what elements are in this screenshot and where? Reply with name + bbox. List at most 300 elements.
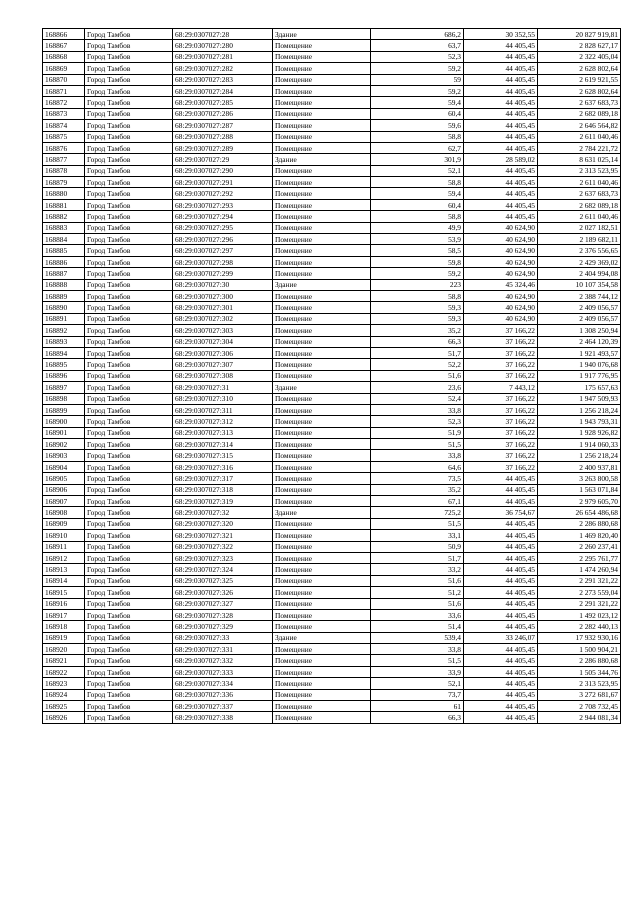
row-number-cell: 168878	[43, 165, 85, 176]
table-row	[43, 564, 621, 575]
cadastral-number-cell: 68:29:0307027:317	[173, 473, 273, 484]
area-cell: 35,2	[371, 325, 464, 336]
specific-value-cell: 44 405,45	[464, 188, 538, 199]
cadastral-value-cell: 2 611 040,46	[538, 131, 621, 142]
specific-value-cell: 44 405,45	[464, 689, 538, 700]
cadastral-value-cell: 2 682 089,18	[538, 199, 621, 210]
table-row	[43, 165, 621, 176]
object-type-cell: Помещение	[273, 63, 371, 74]
table-row	[43, 199, 621, 210]
table-row	[43, 256, 621, 267]
cadastral-number-cell: 68:29:0307027:31	[173, 382, 273, 393]
cadastral-number-cell: 68:29:0307027:336	[173, 689, 273, 700]
cadastral-number-cell: 68:29:0307027:318	[173, 484, 273, 495]
object-type-cell: Здание	[273, 632, 371, 643]
table-row	[43, 689, 621, 700]
locality-cell: Город Тамбов	[85, 416, 173, 427]
cadastral-value-cell: 2 682 089,18	[538, 108, 621, 119]
object-type-cell: Помещение	[273, 541, 371, 552]
row-number-cell: 168908	[43, 507, 85, 518]
row-number-cell: 168914	[43, 575, 85, 586]
table-row	[43, 51, 621, 62]
area-cell: 66,3	[371, 336, 464, 347]
cadastral-number-cell: 68:29:0307027:323	[173, 552, 273, 563]
row-number-cell: 168903	[43, 450, 85, 461]
cadastral-value-cell: 1 500 904,21	[538, 644, 621, 655]
locality-cell: Город Тамбов	[85, 461, 173, 472]
locality-cell: Город Тамбов	[85, 142, 173, 153]
specific-value-cell: 44 405,45	[464, 621, 538, 632]
cadastral-value-cell: 2 400 937,81	[538, 461, 621, 472]
cadastral-value-cell: 2 189 682,11	[538, 234, 621, 245]
area-cell: 52,1	[371, 678, 464, 689]
table-row	[43, 666, 621, 677]
cadastral-number-cell: 68:29:0307027:292	[173, 188, 273, 199]
cadastral-value-cell: 2 027 182,51	[538, 222, 621, 233]
table-row	[43, 439, 621, 450]
area-cell: 52,4	[371, 393, 464, 404]
object-type-cell: Помещение	[273, 404, 371, 415]
cadastral-value-cell: 3 263 800,58	[538, 473, 621, 484]
cadastral-value-cell: 1 256 218,24	[538, 450, 621, 461]
cadastral-value-cell: 2 828 627,17	[538, 40, 621, 51]
row-number-cell: 168898	[43, 393, 85, 404]
locality-cell: Город Тамбов	[85, 552, 173, 563]
specific-value-cell: 40 624,90	[464, 222, 538, 233]
cadastral-value-cell: 1 492 023,12	[538, 609, 621, 620]
area-cell: 59,8	[371, 256, 464, 267]
object-type-cell: Помещение	[273, 313, 371, 324]
locality-cell: Город Тамбов	[85, 598, 173, 609]
cadastral-number-cell: 68:29:0307027:287	[173, 120, 273, 131]
locality-cell: Город Тамбов	[85, 234, 173, 245]
row-number-cell: 168925	[43, 701, 85, 712]
object-type-cell: Помещение	[273, 393, 371, 404]
object-type-cell: Помещение	[273, 552, 371, 563]
area-cell: 52,3	[371, 416, 464, 427]
cadastral-number-cell: 68:29:0307027:321	[173, 530, 273, 541]
cadastral-value-cell: 2 628 802,64	[538, 63, 621, 74]
cadastral-number-cell: 68:29:0307027:307	[173, 359, 273, 370]
cadastral-number-cell: 68:29:0307027:333	[173, 666, 273, 677]
cadastral-number-cell: 68:29:0307027:294	[173, 211, 273, 222]
cadastral-value-cell: 1 914 060,33	[538, 439, 621, 450]
cadastral-number-cell: 68:29:0307027:332	[173, 655, 273, 666]
locality-cell: Город Тамбов	[85, 644, 173, 655]
table-row	[43, 507, 621, 518]
table-row	[43, 541, 621, 552]
table-row	[43, 347, 621, 358]
area-cell: 51,5	[371, 439, 464, 450]
locality-cell: Город Тамбов	[85, 496, 173, 507]
row-number-cell: 168889	[43, 290, 85, 301]
specific-value-cell: 37 166,22	[464, 427, 538, 438]
row-number-cell: 168877	[43, 154, 85, 165]
table-row	[43, 313, 621, 324]
area-cell: 59,4	[371, 97, 464, 108]
specific-value-cell: 44 405,45	[464, 541, 538, 552]
area-cell: 33,8	[371, 404, 464, 415]
cadastral-value-cell: 2 404 994,08	[538, 268, 621, 279]
cadastral-number-cell: 68:29:0307027:316	[173, 461, 273, 472]
object-type-cell: Помещение	[273, 575, 371, 586]
cadastral-value-cell: 10 107 354,58	[538, 279, 621, 290]
cadastral-number-cell: 68:29:0307027:319	[173, 496, 273, 507]
object-type-cell: Помещение	[273, 678, 371, 689]
object-type-cell: Здание	[273, 507, 371, 518]
cadastral-number-cell: 68:29:0307027:325	[173, 575, 273, 586]
row-number-cell: 168907	[43, 496, 85, 507]
cadastral-value-cell: 2 260 237,41	[538, 541, 621, 552]
specific-value-cell: 40 624,90	[464, 313, 538, 324]
specific-value-cell: 40 624,90	[464, 256, 538, 267]
row-number-cell: 168869	[43, 63, 85, 74]
table-row	[43, 142, 621, 153]
cadastral-value-cell: 2 784 221,72	[538, 142, 621, 153]
cadastral-number-cell: 68:29:0307027:324	[173, 564, 273, 575]
specific-value-cell: 44 405,45	[464, 666, 538, 677]
cadastral-value-cell: 2 291 321,22	[538, 598, 621, 609]
cadastral-value-cell: 1 563 071,84	[538, 484, 621, 495]
row-number-cell: 168917	[43, 609, 85, 620]
cadastral-number-cell: 68:29:0307027:337	[173, 701, 273, 712]
cadastral-number-cell: 68:29:0307027:296	[173, 234, 273, 245]
object-type-cell: Помещение	[273, 245, 371, 256]
locality-cell: Город Тамбов	[85, 302, 173, 313]
cadastral-number-cell: 68:29:0307027:280	[173, 40, 273, 51]
cadastral-number-cell: 68:29:0307027:301	[173, 302, 273, 313]
table-row	[43, 40, 621, 51]
object-type-cell: Помещение	[273, 564, 371, 575]
area-cell: 51,6	[371, 598, 464, 609]
object-type-cell: Помещение	[273, 40, 371, 51]
object-type-cell: Помещение	[273, 97, 371, 108]
specific-value-cell: 44 405,45	[464, 199, 538, 210]
specific-value-cell: 44 405,45	[464, 712, 538, 723]
specific-value-cell: 44 405,45	[464, 518, 538, 529]
table-row	[43, 188, 621, 199]
cadastral-number-cell: 68:29:0307027:303	[173, 325, 273, 336]
area-cell: 33,9	[371, 666, 464, 677]
table-body	[43, 29, 621, 724]
area-cell: 725,2	[371, 507, 464, 518]
row-number-cell: 168915	[43, 587, 85, 598]
locality-cell: Город Тамбов	[85, 575, 173, 586]
row-number-cell: 168911	[43, 541, 85, 552]
table-row	[43, 575, 621, 586]
specific-value-cell: 44 405,45	[464, 85, 538, 96]
locality-cell: Город Тамбов	[85, 666, 173, 677]
cadastral-value-cell: 1 947 509,93	[538, 393, 621, 404]
table-row	[43, 712, 621, 723]
table-row	[43, 85, 621, 96]
row-number-cell: 168900	[43, 416, 85, 427]
locality-cell: Город Тамбов	[85, 40, 173, 51]
object-type-cell: Помещение	[273, 188, 371, 199]
table-row	[43, 234, 621, 245]
area-cell: 59,2	[371, 268, 464, 279]
object-type-cell: Помещение	[273, 416, 371, 427]
cadastral-value-cell: 8 631 025,14	[538, 154, 621, 165]
table-row	[43, 496, 621, 507]
specific-value-cell: 40 624,90	[464, 290, 538, 301]
cadastral-number-cell: 68:29:0307027:326	[173, 587, 273, 598]
area-cell: 51,7	[371, 552, 464, 563]
cadastral-number-cell: 68:29:0307027:298	[173, 256, 273, 267]
row-number-cell: 168896	[43, 370, 85, 381]
cadastral-number-cell: 68:29:0307027:293	[173, 199, 273, 210]
row-number-cell: 168919	[43, 632, 85, 643]
row-number-cell: 168868	[43, 51, 85, 62]
specific-value-cell: 44 405,45	[464, 97, 538, 108]
object-type-cell: Помещение	[273, 325, 371, 336]
table-row	[43, 473, 621, 484]
locality-cell: Город Тамбов	[85, 541, 173, 552]
area-cell: 539,4	[371, 632, 464, 643]
table-row	[43, 587, 621, 598]
object-type-cell: Помещение	[273, 290, 371, 301]
cadastral-number-cell: 68:29:0307027:284	[173, 85, 273, 96]
specific-value-cell: 44 405,45	[464, 142, 538, 153]
locality-cell: Город Тамбов	[85, 347, 173, 358]
cadastral-value-cell: 2 628 802,64	[538, 85, 621, 96]
table-row	[43, 154, 621, 165]
object-type-cell: Помещение	[273, 701, 371, 712]
cadastral-value-cell: 1 469 820,40	[538, 530, 621, 541]
area-cell: 58,8	[371, 211, 464, 222]
object-type-cell: Помещение	[273, 689, 371, 700]
locality-cell: Город Тамбов	[85, 382, 173, 393]
object-type-cell: Помещение	[273, 211, 371, 222]
table-row	[43, 382, 621, 393]
row-number-cell: 168875	[43, 131, 85, 142]
locality-cell: Город Тамбов	[85, 701, 173, 712]
area-cell: 301,9	[371, 154, 464, 165]
locality-cell: Город Тамбов	[85, 256, 173, 267]
table-row	[43, 359, 621, 370]
cadastral-number-cell: 68:29:0307027:310	[173, 393, 273, 404]
cadastral-value-cell: 17 932 930,16	[538, 632, 621, 643]
area-cell: 59,3	[371, 302, 464, 313]
locality-cell: Город Тамбов	[85, 564, 173, 575]
cadastral-number-cell: 68:29:0307027:300	[173, 290, 273, 301]
table-row	[43, 245, 621, 256]
area-cell: 62,7	[371, 142, 464, 153]
cadastral-value-cell: 2 409 056,57	[538, 302, 621, 313]
locality-cell: Город Тамбов	[85, 177, 173, 188]
row-number-cell: 168906	[43, 484, 85, 495]
table-row	[43, 325, 621, 336]
cadastral-value-cell: 2 295 761,77	[538, 552, 621, 563]
specific-value-cell: 44 405,45	[464, 473, 538, 484]
area-cell: 58,8	[371, 177, 464, 188]
area-cell: 686,2	[371, 29, 464, 40]
object-type-cell: Помещение	[273, 234, 371, 245]
specific-value-cell: 44 405,45	[464, 496, 538, 507]
cadastral-value-cell: 1 943 793,31	[538, 416, 621, 427]
cadastral-number-cell: 68:29:0307027:295	[173, 222, 273, 233]
row-number-cell: 168872	[43, 97, 85, 108]
table-row	[43, 655, 621, 666]
row-number-cell: 168905	[43, 473, 85, 484]
cadastral-value-cell: 2 388 744,12	[538, 290, 621, 301]
row-number-cell: 168904	[43, 461, 85, 472]
row-number-cell: 168881	[43, 199, 85, 210]
locality-cell: Город Тамбов	[85, 188, 173, 199]
object-type-cell: Помещение	[273, 131, 371, 142]
cadastral-number-cell: 68:29:0307027:306	[173, 347, 273, 358]
object-type-cell: Помещение	[273, 450, 371, 461]
specific-value-cell: 44 405,45	[464, 51, 538, 62]
cadastral-value-cell: 2 611 040,46	[538, 177, 621, 188]
specific-value-cell: 37 166,22	[464, 461, 538, 472]
cadastral-value-cell: 3 272 681,67	[538, 689, 621, 700]
row-number-cell: 168871	[43, 85, 85, 96]
cadastral-number-cell: 68:29:0307027:297	[173, 245, 273, 256]
cadastral-value-cell: 2 464 120,39	[538, 336, 621, 347]
row-number-cell: 168891	[43, 313, 85, 324]
locality-cell: Город Тамбов	[85, 473, 173, 484]
area-cell: 61	[371, 701, 464, 712]
object-type-cell: Помещение	[273, 359, 371, 370]
table-row	[43, 279, 621, 290]
locality-cell: Город Тамбов	[85, 85, 173, 96]
locality-cell: Город Тамбов	[85, 120, 173, 131]
area-cell: 58,8	[371, 131, 464, 142]
table-row	[43, 211, 621, 222]
specific-value-cell: 37 166,22	[464, 450, 538, 461]
locality-cell: Город Тамбов	[85, 621, 173, 632]
locality-cell: Город Тамбов	[85, 51, 173, 62]
specific-value-cell: 44 405,45	[464, 598, 538, 609]
object-type-cell: Помещение	[273, 484, 371, 495]
cadastral-value-cell: 2 637 683,73	[538, 97, 621, 108]
row-number-cell: 168867	[43, 40, 85, 51]
row-number-cell: 168922	[43, 666, 85, 677]
specific-value-cell: 45 324,46	[464, 279, 538, 290]
area-cell: 59,2	[371, 85, 464, 96]
cadastral-number-cell: 68:29:0307027:338	[173, 712, 273, 723]
object-type-cell: Здание	[273, 279, 371, 290]
object-type-cell: Помещение	[273, 644, 371, 655]
locality-cell: Город Тамбов	[85, 530, 173, 541]
table-row	[43, 518, 621, 529]
locality-cell: Город Тамбов	[85, 507, 173, 518]
specific-value-cell: 37 166,22	[464, 347, 538, 358]
row-number-cell: 168895	[43, 359, 85, 370]
row-number-cell: 168888	[43, 279, 85, 290]
locality-cell: Город Тамбов	[85, 222, 173, 233]
table-row	[43, 74, 621, 85]
area-cell: 52,3	[371, 51, 464, 62]
specific-value-cell: 44 405,45	[464, 587, 538, 598]
cadastral-number-cell: 68:29:0307027:32	[173, 507, 273, 518]
object-type-cell: Помещение	[273, 51, 371, 62]
cadastral-number-cell: 68:29:0307027:329	[173, 621, 273, 632]
cadastral-number-cell: 68:29:0307027:33	[173, 632, 273, 643]
cadastral-number-cell: 68:29:0307027:286	[173, 108, 273, 119]
table-row	[43, 552, 621, 563]
row-number-cell: 168876	[43, 142, 85, 153]
table-row	[43, 290, 621, 301]
specific-value-cell: 37 166,22	[464, 370, 538, 381]
area-cell: 33,2	[371, 564, 464, 575]
table-row	[43, 416, 621, 427]
object-type-cell: Помещение	[273, 85, 371, 96]
cadastral-value-cell: 1 921 493,57	[538, 347, 621, 358]
area-cell: 33,8	[371, 644, 464, 655]
object-type-cell: Помещение	[273, 222, 371, 233]
table-row	[43, 370, 621, 381]
object-type-cell: Помещение	[273, 621, 371, 632]
locality-cell: Город Тамбов	[85, 268, 173, 279]
row-number-cell: 168885	[43, 245, 85, 256]
locality-cell: Город Тамбов	[85, 689, 173, 700]
row-number-cell: 168892	[43, 325, 85, 336]
cadastral-number-cell: 68:29:0307027:282	[173, 63, 273, 74]
cadastral-number-cell: 68:29:0307027:315	[173, 450, 273, 461]
specific-value-cell: 37 166,22	[464, 416, 538, 427]
row-number-cell: 168894	[43, 347, 85, 358]
object-type-cell: Помещение	[273, 74, 371, 85]
locality-cell: Город Тамбов	[85, 678, 173, 689]
row-number-cell: 168899	[43, 404, 85, 415]
table-row	[43, 336, 621, 347]
specific-value-cell: 36 754,67	[464, 507, 538, 518]
object-type-cell: Помещение	[273, 347, 371, 358]
table-row	[43, 621, 621, 632]
locality-cell: Город Тамбов	[85, 393, 173, 404]
specific-value-cell: 44 405,45	[464, 678, 538, 689]
specific-value-cell: 44 405,45	[464, 165, 538, 176]
specific-value-cell: 44 405,45	[464, 120, 538, 131]
area-cell: 59,6	[371, 120, 464, 131]
cadastral-number-cell: 68:29:0307027:328	[173, 609, 273, 620]
object-type-cell: Помещение	[273, 496, 371, 507]
table-row	[43, 598, 621, 609]
specific-value-cell: 44 405,45	[464, 484, 538, 495]
row-number-cell: 168912	[43, 552, 85, 563]
locality-cell: Город Тамбов	[85, 632, 173, 643]
locality-cell: Город Тамбов	[85, 609, 173, 620]
area-cell: 59,2	[371, 63, 464, 74]
object-type-cell: Помещение	[273, 268, 371, 279]
object-type-cell: Помещение	[273, 473, 371, 484]
object-type-cell: Помещение	[273, 427, 371, 438]
row-number-cell: 168880	[43, 188, 85, 199]
object-type-cell: Здание	[273, 29, 371, 40]
area-cell: 59,3	[371, 313, 464, 324]
cadastral-number-cell: 68:29:0307027:312	[173, 416, 273, 427]
object-type-cell: Помещение	[273, 666, 371, 677]
area-cell: 60,4	[371, 108, 464, 119]
cadastral-number-cell: 68:29:0307027:334	[173, 678, 273, 689]
area-cell: 23,6	[371, 382, 464, 393]
specific-value-cell: 44 405,45	[464, 63, 538, 74]
specific-value-cell: 37 166,22	[464, 404, 538, 415]
object-type-cell: Помещение	[273, 598, 371, 609]
cadastral-number-cell: 68:29:0307027:28	[173, 29, 273, 40]
row-number-cell: 168866	[43, 29, 85, 40]
object-type-cell: Помещение	[273, 142, 371, 153]
locality-cell: Город Тамбов	[85, 313, 173, 324]
cadastral-number-cell: 68:29:0307027:29	[173, 154, 273, 165]
area-cell: 35,2	[371, 484, 464, 495]
object-type-cell: Помещение	[273, 177, 371, 188]
area-cell: 60,4	[371, 199, 464, 210]
locality-cell: Город Тамбов	[85, 439, 173, 450]
cadastral-number-cell: 68:29:0307027:283	[173, 74, 273, 85]
